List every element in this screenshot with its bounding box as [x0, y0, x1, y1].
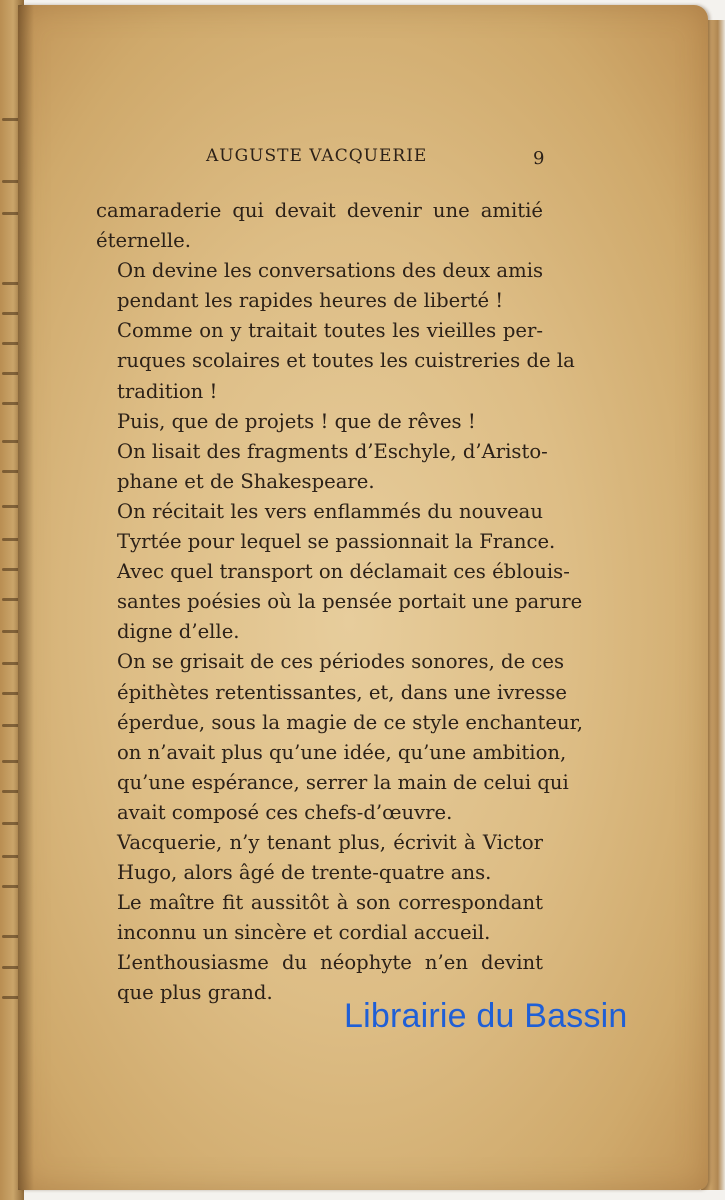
text-line: que plus grand. [117, 981, 273, 1005]
text-line: On lisait des fragments d’Eschyle, d’Aristo- [117, 439, 548, 463]
text-line: avait composé ces chefs-d’œuvre. [117, 800, 453, 824]
paragraph [96, 647, 584, 828]
text-line: Puis, que de projets ! que de rêves ! [117, 409, 476, 433]
paragraph [96, 888, 543, 948]
text-line: éperdue, sous la magie de ce style enchanteur, [117, 710, 584, 734]
text-line: éternelle. [96, 229, 192, 253]
text-line: On récitait les vers enflammés du nouveau [117, 499, 543, 523]
paragraph [96, 557, 583, 647]
text-line: santes poésies où la pensée portait une parure [117, 590, 583, 614]
text-line: épithètes retentissantes, et, dans une ivresse [117, 680, 567, 704]
page-number: 9 [533, 148, 546, 169]
text-line: qu’une espérance, serrer la main de celui qui [117, 770, 569, 794]
text-line: inconnu un sincère et cordial accueil. [117, 921, 491, 945]
text-line: phane et de Shakespeare. [117, 469, 375, 493]
text-line: On devine les conversations des deux amis [117, 259, 544, 283]
paragraph [96, 407, 543, 437]
paragraph [96, 437, 548, 497]
text-line: ruques scolaires et toutes les cuistreries de la [117, 349, 575, 373]
text-line: Hugo, alors âgé de trente-quatre ans. [117, 861, 492, 885]
text-line: Avec quel transport on déclamait ces éblouis- [117, 560, 570, 584]
running-title: AUGUSTE VACQUERIE [206, 146, 428, 166]
paragraph [96, 256, 543, 316]
paragraph [96, 497, 556, 557]
text-line: Tyrtée pour lequel se passionnait la France. [117, 530, 556, 554]
text-line: digne d’elle. [117, 620, 240, 644]
page-body-text [96, 196, 584, 1009]
gutter-shadow [18, 5, 34, 1190]
paragraph [96, 196, 543, 256]
text-line: camaraderie qui devait devenir une amitié [96, 199, 543, 222]
text-line: Comme on y traitait toutes les vieilles per- [117, 319, 543, 343]
paragraph [96, 828, 543, 888]
page-header [0, 146, 725, 170]
watermark-text: Librairie du Bassin [344, 997, 628, 1035]
text-line: pendant les rapides heures de liberté ! [117, 289, 504, 313]
text-line: on n’avait plus qu’une idée, qu’une ambition, [117, 740, 567, 764]
text-line: tradition ! [117, 379, 218, 403]
paragraph [96, 316, 575, 406]
text-line: L’enthousiasme du néophyte n’en devint [117, 951, 543, 975]
text-line: Le maître fit aussitôt à son correspondant [117, 891, 543, 915]
text-line: Vacquerie, n’y tenant plus, écrivit à Victor [117, 830, 543, 854]
text-line: On se grisait de ces périodes sonores, de ces [117, 650, 565, 674]
